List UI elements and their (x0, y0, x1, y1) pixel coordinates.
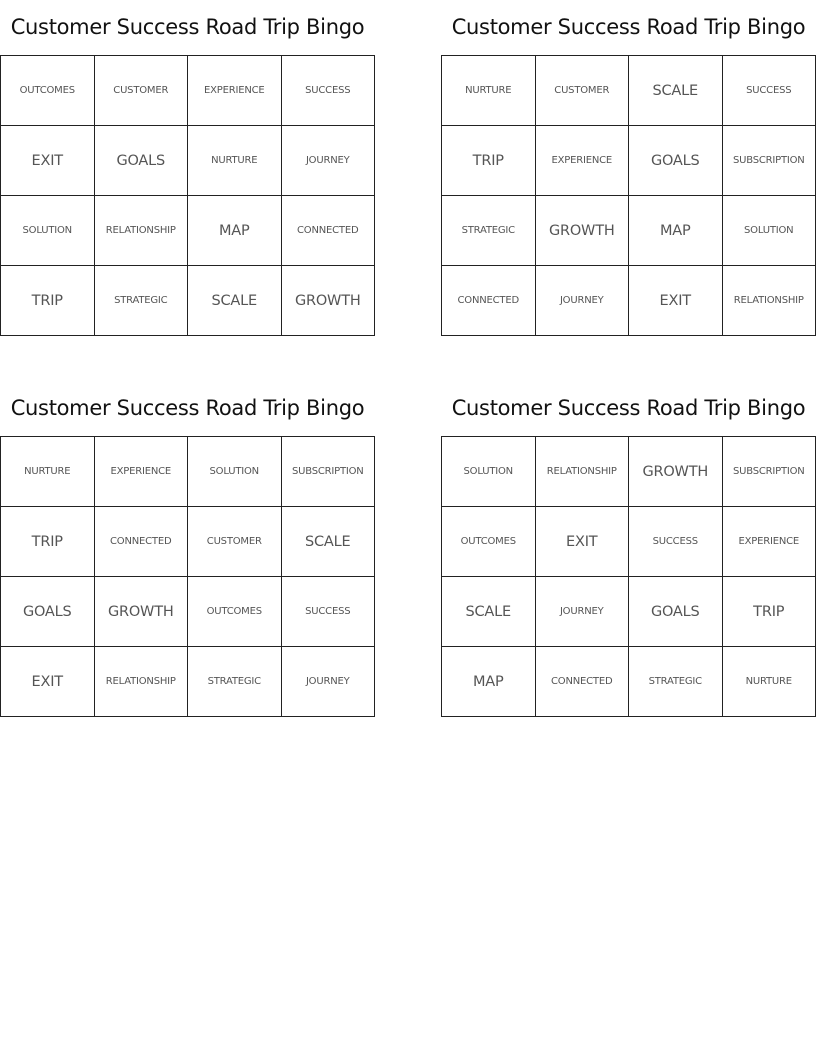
bingo-cell: SCALE (442, 577, 536, 647)
bingo-cell: SUBSCRIPTION (723, 437, 816, 507)
bingo-grid (0, 55, 375, 336)
bingo-cell: SCALE (629, 56, 723, 126)
bingo-cell: GOALS (629, 577, 723, 647)
bingo-cell: CONNECTED (442, 266, 536, 336)
bingo-cell: CUSTOMER (536, 56, 630, 126)
bingo-card-3 (0, 381, 375, 717)
card-title: Customer Success Road Trip Bingo (10, 15, 365, 39)
bingo-cell: EXIT (1, 126, 95, 196)
bingo-cell: RELATIONSHIP (95, 647, 189, 717)
bingo-cell: MAP (442, 647, 536, 717)
bingo-grid (0, 436, 375, 717)
bingo-cell: SUBSCRIPTION (723, 126, 816, 196)
bingo-grid (441, 55, 816, 336)
bingo-cell: NURTURE (723, 647, 816, 717)
bingo-cell: GOALS (95, 126, 189, 196)
bingo-cell: EXPERIENCE (188, 56, 282, 126)
bingo-cell: NURTURE (1, 437, 95, 507)
bingo-cell: EXPERIENCE (723, 507, 816, 577)
bingo-cell: GROWTH (282, 266, 376, 336)
bingo-cell: MAP (188, 196, 282, 266)
bingo-cell: SUBSCRIPTION (282, 437, 376, 507)
bingo-cell: TRIP (442, 126, 536, 196)
bingo-cell: SCALE (188, 266, 282, 336)
bingo-cell: RELATIONSHIP (723, 266, 816, 336)
bingo-cell: SCALE (282, 507, 376, 577)
card-title: Customer Success Road Trip Bingo (451, 396, 806, 420)
bingo-cell: EXPERIENCE (536, 126, 630, 196)
bingo-cell: GOALS (629, 126, 723, 196)
bingo-cell: GROWTH (629, 437, 723, 507)
bingo-cell: SOLUTION (1, 196, 95, 266)
bingo-cell: JOURNEY (282, 647, 376, 717)
bingo-grid (441, 436, 816, 717)
bingo-cell: STRATEGIC (442, 196, 536, 266)
bingo-cell: STRATEGIC (629, 647, 723, 717)
bingo-cell: RELATIONSHIP (95, 196, 189, 266)
bingo-cell: SOLUTION (188, 437, 282, 507)
bingo-cell: EXPERIENCE (95, 437, 189, 507)
bingo-cell: GROWTH (95, 577, 189, 647)
bingo-cell: OUTCOMES (1, 56, 95, 126)
card-title: Customer Success Road Trip Bingo (10, 396, 365, 420)
bingo-cell: EXIT (1, 647, 95, 717)
bingo-cell: EXIT (629, 266, 723, 336)
bingo-cell: CONNECTED (282, 196, 376, 266)
bingo-cell: OUTCOMES (442, 507, 536, 577)
card-title: Customer Success Road Trip Bingo (451, 15, 806, 39)
bingo-cell: NURTURE (442, 56, 536, 126)
bingo-cell: JOURNEY (282, 126, 376, 196)
bingo-cell: NURTURE (188, 126, 282, 196)
bingo-cell: CONNECTED (95, 507, 189, 577)
bingo-card-2 (441, 0, 816, 336)
bingo-cell: CUSTOMER (188, 507, 282, 577)
bingo-cell: JOURNEY (536, 266, 630, 336)
bingo-cell: SUCCESS (282, 56, 376, 126)
bingo-cell: STRATEGIC (188, 647, 282, 717)
bingo-cell: JOURNEY (536, 577, 630, 647)
bingo-cell: RELATIONSHIP (536, 437, 630, 507)
bingo-cell: SUCCESS (723, 56, 816, 126)
bingo-cell: GROWTH (536, 196, 630, 266)
bingo-cell: SOLUTION (723, 196, 816, 266)
bingo-cell: STRATEGIC (95, 266, 189, 336)
bingo-cell: SUCCESS (629, 507, 723, 577)
bingo-cell: CUSTOMER (95, 56, 189, 126)
bingo-cell: CONNECTED (536, 647, 630, 717)
bingo-cell: SOLUTION (442, 437, 536, 507)
bingo-cell: TRIP (1, 507, 95, 577)
bingo-card-1 (0, 0, 375, 336)
bingo-cell: OUTCOMES (188, 577, 282, 647)
bingo-cell: TRIP (723, 577, 816, 647)
bingo-cell: TRIP (1, 266, 95, 336)
bingo-cell: MAP (629, 196, 723, 266)
bingo-cell: SUCCESS (282, 577, 376, 647)
bingo-cell: EXIT (536, 507, 630, 577)
bingo-card-4 (441, 381, 816, 717)
bingo-cell: GOALS (1, 577, 95, 647)
